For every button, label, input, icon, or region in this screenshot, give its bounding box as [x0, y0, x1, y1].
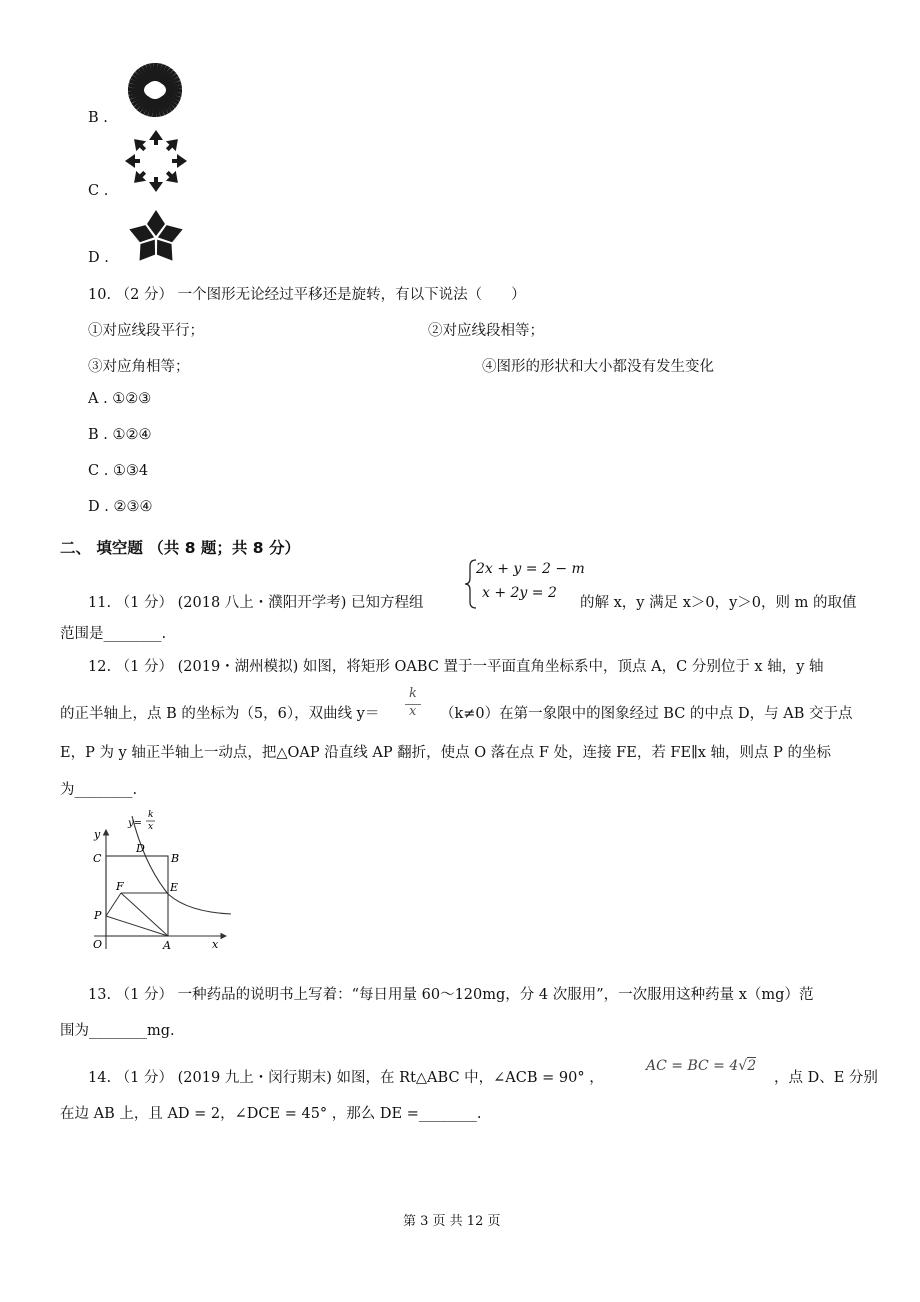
question-14-tail: ，点 D、E 分别: [774, 1070, 878, 1086]
curve-label-k: k: [148, 810, 154, 820]
coordinate-graph: [86, 804, 236, 954]
option-label: D .: [88, 250, 109, 266]
arrow-shape: [129, 167, 150, 188]
option-c: C . ①③4: [88, 463, 149, 479]
page-footer: 第 3 页 共 12 页: [403, 1214, 501, 1229]
point-p: P: [94, 909, 102, 922]
equation-line-2: x + 2y = 2: [482, 585, 557, 601]
point-e: E: [170, 881, 179, 894]
axis-y-label: y: [94, 828, 101, 841]
fraction-numerator: k: [409, 686, 417, 701]
arrow-shape: [149, 130, 163, 145]
hyperbola-curve: [132, 816, 231, 914]
question-13-line-2: 围为________mg.: [60, 1023, 175, 1039]
statement-1: ①对应线段平行；: [88, 323, 204, 339]
point-b: B: [171, 852, 180, 865]
question-12-line-2b: （k≠0）在第一象限中的图象经过 BC 的中点 D，与 AB 交于点: [440, 706, 853, 722]
option-b: B . ①②④: [88, 427, 152, 443]
question-12-line-3: E，P 为 y 轴正半轴上一动点，把△OAP 沿直线 AP 翻折，使点 O 落在点 F 处，连接 FE，若 FE∥x 轴，则点 P 的坐标: [60, 745, 832, 761]
segment-pf: [106, 893, 121, 916]
point-a: A: [163, 939, 171, 952]
point-d: D: [136, 842, 145, 855]
question-11-tail: 的解 x，y 满足 x＞0，y＞0，则 m 的取值: [580, 595, 857, 611]
segment-pa: [106, 916, 168, 936]
question-14-lead: 14. （1 分） (2019 九上・闵行期末) 如图，在 Rt△ABC 中，∠ACB = 90° ，: [88, 1070, 604, 1086]
option-label: B .: [88, 110, 108, 126]
question-12-line-4: 为________.: [60, 782, 138, 798]
point-f: F: [116, 880, 124, 893]
ring-of-arrows-figure: [120, 128, 192, 194]
fraction-denominator: x: [409, 704, 417, 719]
arrow-shape: [129, 134, 150, 155]
axis-x-label: x: [212, 938, 219, 951]
option-d: D . ②③④: [88, 499, 153, 515]
point-c: C: [93, 852, 102, 865]
curve-label-x: x: [148, 822, 154, 832]
option-a: A . ①②③: [88, 391, 152, 407]
equation-line-1: 2x + y = 2 − m: [476, 561, 585, 577]
section-heading: 二、 填空题 （共 8 题；共 8 分）: [60, 539, 300, 557]
question-14-line-2: 在边 AB 上，且 AD = 2，∠DCE = 45° ，那么 DE =________.: [60, 1106, 482, 1122]
radical-sign: √: [738, 1058, 748, 1074]
question-13-line-1: 13. （1 分） 一种药品的说明书上写着：“每日用量 60～120mg，分 4 次服用”，一次服用这种药量 x（mg）范: [88, 987, 814, 1003]
segment-fa: [121, 893, 168, 936]
arrow-shape: [162, 134, 183, 155]
arrow-shape: [149, 177, 163, 192]
radiating-spiral-ring-figure: [120, 58, 190, 122]
statement-3: ③对应角相等；: [88, 359, 190, 375]
option-label: C .: [88, 183, 109, 199]
statement-4: ④图形的形状和大小都没有发生变化: [482, 359, 714, 375]
question-10-stem: 10. （2 分） 一个图形无论经过平移还是旋转，有以下说法（ ）: [88, 287, 526, 303]
point-o: O: [93, 938, 103, 951]
formula-radicand: 2: [747, 1058, 757, 1074]
arrow-shape: [162, 167, 183, 188]
question-11-lead: 11. （1 分） (2018 八上・濮阳开学考) 已知方程组: [88, 595, 424, 611]
question-11-line-2: 范围是________.: [60, 626, 167, 642]
formula-image-text: [646, 1058, 756, 1074]
formula-main: AC = BC = 4: [646, 1058, 739, 1074]
question-12-line-2a: 的正半轴上，点 B 的坐标为（5，6），双曲线 y＝: [60, 706, 380, 722]
statement-2: ②对应线段相等；: [428, 323, 544, 339]
curve-label: y=: [128, 818, 143, 829]
arrow-shape: [125, 154, 140, 168]
rectangle-oabc: [106, 856, 168, 936]
arrow-shape: [172, 154, 187, 168]
five-petal-star-figure: [122, 206, 190, 266]
question-12-line-1: 12. （1 分） (2019・湖州模拟) 如图，将矩形 OABC 置于一平面直角坐标系中，顶点 A，C 分别位于 x 轴，y 轴: [88, 659, 824, 675]
